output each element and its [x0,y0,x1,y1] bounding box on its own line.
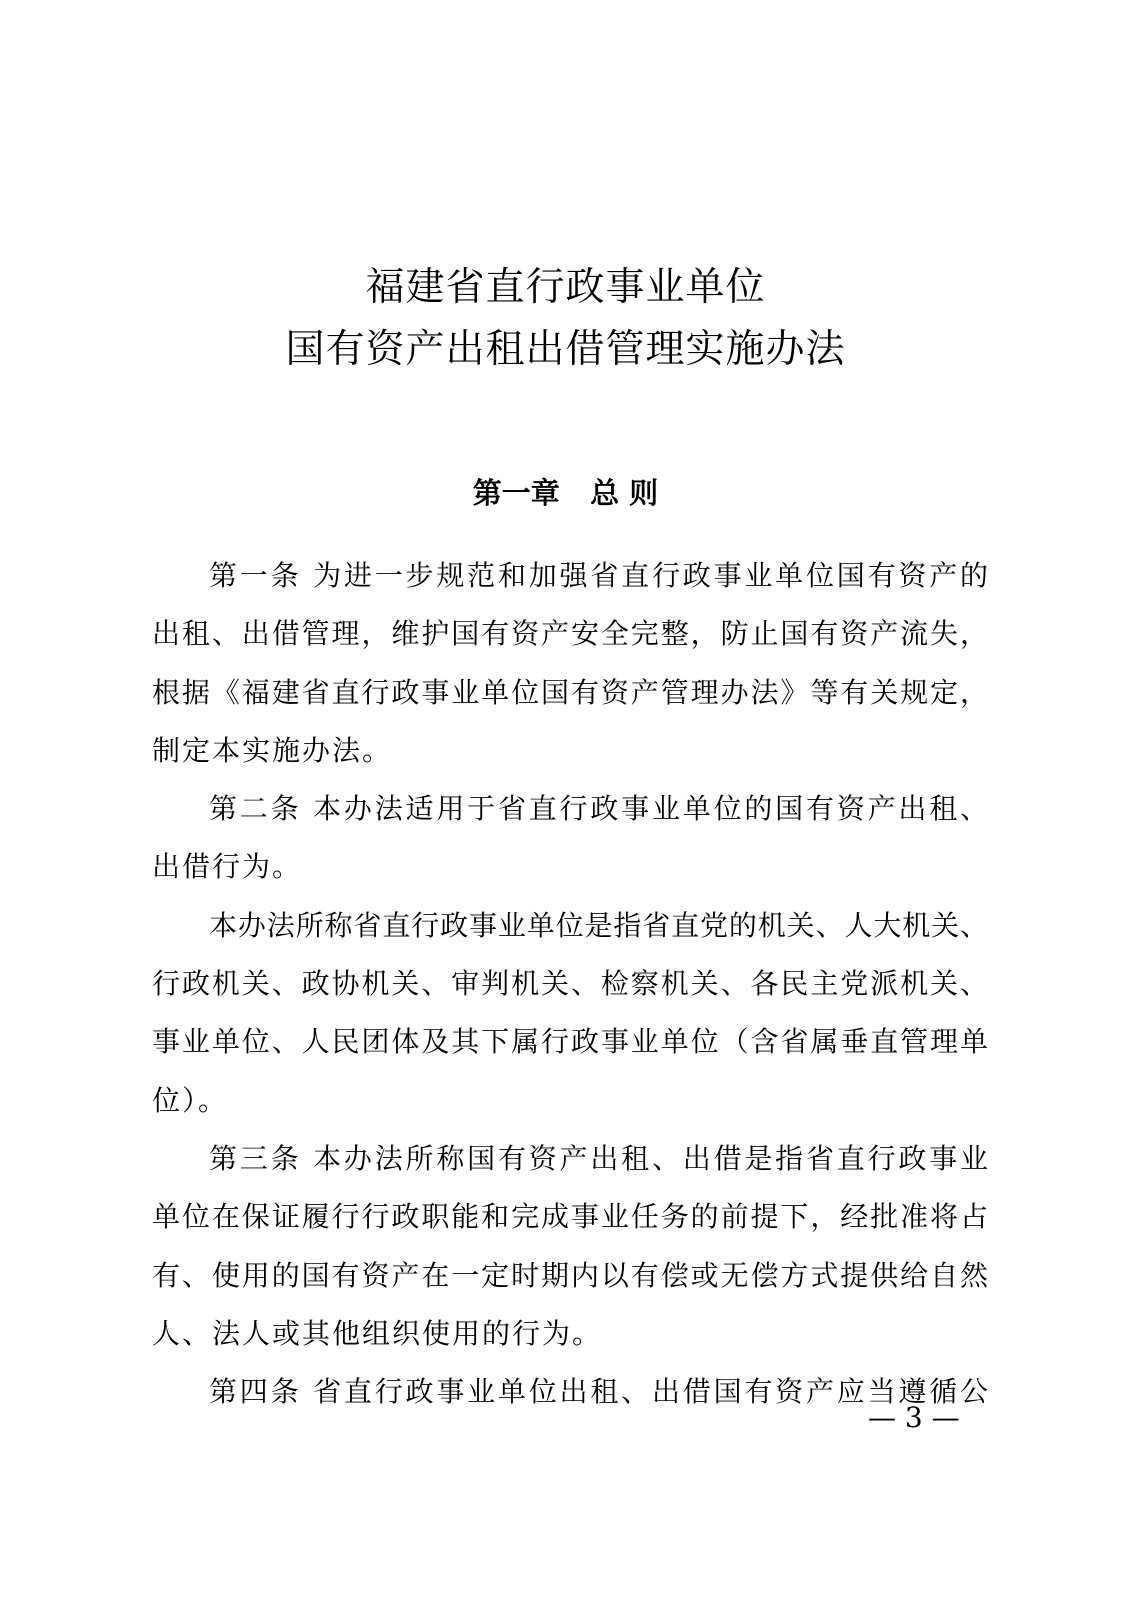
article-2-line-1: 第二条 本办法适用于省直行政事业单位的国有资产出租、 [209,792,988,826]
page-number: — 3 — [868,1401,960,1434]
article-2-para-2-line-2: 行政机关、政协机关、审判机关、检察机关、各民主党派机关、 [152,967,988,1001]
article-3-line-4: 人、法人或其他组织使用的行为。 [152,1316,603,1350]
document-title-line-1: 福建省直行政事业单位 [365,265,766,310]
article-1-line-1: 第一条 为进一步规范和加强省直行政事业单位国有资产的 [209,559,988,592]
article-1-line-4: 制定本实施办法。 [152,733,393,767]
article-3-line-3: 有、使用的国有资产在一定时期内以有偿或无偿方式提供给自然 [152,1258,988,1292]
article-3-line-2: 单位在保证履行行政职能和完成事业任务的前提下，经批准将占 [152,1200,988,1234]
article-1-line-3: 根据《福建省直行政事业单位国有资产管理办法》等有关规定， [152,675,988,709]
article-3-line-1: 第三条 本办法所称国有资产出租、出借是指省直行政事业 [209,1141,988,1175]
article-4-line-1: 第四条 省直行政事业单位出租、出借国有资产应当遵循公 [209,1375,988,1409]
article-2-para-2-line-4: 位）。 [152,1083,229,1117]
article-1-line-2: 出租、出借管理，维护国有资产安全完整，防止国有资产流失， [152,617,988,651]
article-2-line-2: 出借行为。 [152,850,303,884]
document-body [152,553,988,1427]
article-2-para-2-line-3: 事业单位、人民团体及其下属行政事业单位（含省属垂直管理单 [152,1025,988,1059]
document-title-line-2: 国有资产出租出借管理实施办法 [285,327,846,372]
article-2-para-2-line-1: 本办法所称省直行政事业单位是指省直党的机关、人大机关、 [209,908,988,942]
chapter-heading: 第一章 总 则 [472,476,659,510]
